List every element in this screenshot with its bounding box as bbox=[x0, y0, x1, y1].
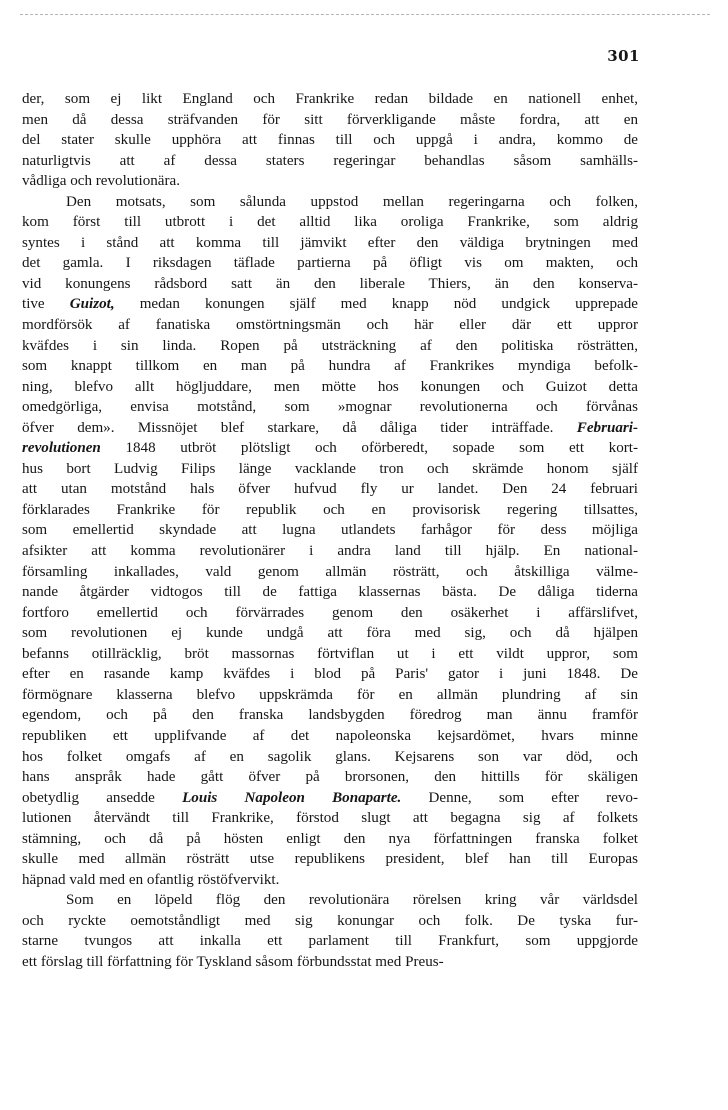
text-run: syntes i stånd att komma till jämvikt efter den väldiga brytningen med bbox=[22, 234, 638, 251]
text-line bbox=[22, 377, 638, 398]
text-run: förmögnare klasserna blefvo uppskrämda för en allmän plundring af sin bbox=[22, 686, 638, 703]
text-line bbox=[22, 459, 638, 480]
top-rule bbox=[20, 14, 710, 15]
text-line bbox=[22, 931, 638, 952]
text-line bbox=[22, 685, 638, 706]
text-line bbox=[22, 479, 638, 500]
text-run: häpnad vald med en ofantlig röstöfvervikt. bbox=[22, 871, 280, 888]
text-line bbox=[22, 315, 638, 336]
text-line bbox=[22, 274, 638, 295]
text-line bbox=[22, 438, 638, 459]
text-run: befanns otillräcklig, bröt massornas förtviflan ut i ett vildt uppror, som bbox=[22, 645, 638, 662]
text-run: hans anspråk hade gått öfver på brorsonen, den hittills för skäligen bbox=[22, 769, 638, 786]
text-run: att utan motstånd hals öfver hufvud fly ur landet. Den 24 februari bbox=[22, 481, 638, 498]
text-run: som knappt tillkom en man på hundra af Frankrikes myndiga befolk- bbox=[22, 358, 638, 375]
text-run: der, som ej likt England och Frankrike redan bildade en nationell enhet, bbox=[22, 91, 638, 107]
text-run: mordförsök af fanatiska omstörtningsmän och här eller där ett uppror bbox=[22, 317, 638, 334]
body-text bbox=[22, 89, 638, 973]
text-run: obetydlig ansedde bbox=[22, 789, 183, 806]
text-line bbox=[22, 562, 638, 583]
text-line bbox=[22, 520, 638, 541]
text-run: kom först till utbrott i det alltid lika oroliga Frankrike, som aldrig bbox=[22, 214, 638, 231]
text-line bbox=[22, 705, 638, 726]
text-line bbox=[22, 151, 638, 172]
text-line bbox=[22, 418, 638, 439]
text-run: del stater skulle upphöra att finnas till och uppgå i andra, kommo de bbox=[22, 132, 638, 149]
text-run: 1848 utbröt plötsligt och oförberedt, sopade som ett kort- bbox=[100, 440, 638, 457]
text-run: ett förslag till författning för Tyskland såsom förbundsstat med Preus- bbox=[22, 953, 444, 970]
text-line bbox=[22, 253, 638, 274]
text-line bbox=[22, 870, 638, 891]
text-line bbox=[22, 130, 638, 151]
text-line bbox=[22, 336, 638, 357]
text-line bbox=[22, 356, 638, 377]
text-line bbox=[22, 397, 638, 418]
text-run: vådliga och revolutionära. bbox=[22, 173, 181, 190]
text-run: nande åtgärder vidtogos till de fattiga klassernas bästa. De dåliga tiderna bbox=[22, 584, 638, 601]
text-line bbox=[22, 500, 638, 521]
italic-run: Guizot, bbox=[69, 296, 115, 313]
text-run: naturligtvis att af dessa staters regeringar behandlas såsom samhälls- bbox=[22, 152, 638, 169]
text-line bbox=[22, 788, 638, 809]
text-run: ning, blefvo allt högljuddare, men mötte hos konungen och Guizot detta bbox=[22, 378, 638, 395]
text-line bbox=[22, 747, 638, 768]
text-line bbox=[22, 767, 638, 788]
text-run: efter en rasande kamp kväfdes i blod på Paris' gator i juni 1848. De bbox=[22, 666, 638, 683]
text-line bbox=[22, 726, 638, 747]
italic-run: Louis Napoleon Bonaparte. bbox=[182, 789, 402, 806]
text-run: hos folket omgafs af en sagolik glans. Kejsarens son var död, och bbox=[22, 748, 638, 765]
text-line bbox=[22, 623, 638, 644]
text-run: lutionen återvändt till Frankrike, förstod slugt att begagna sig af folkets bbox=[22, 810, 638, 827]
text-line bbox=[22, 541, 638, 562]
text-run: hus bort Ludvig Filips länge vacklande tron och skrämde honom själf bbox=[22, 460, 638, 477]
text-run: omedgörliga, envisa motstånd, som »mognar revolutionerna och förvånas bbox=[22, 399, 638, 416]
text-run: Som en löpeld flög den revolutionära rörelsen kring vår världsdel bbox=[66, 892, 638, 909]
text-run: starne tvungos att inkalla ett parlament till Frankfurt, som uppgjorde bbox=[22, 933, 638, 950]
text-run: egendom, och på den franska landsbygden föredrog man ännu framför bbox=[22, 707, 638, 724]
text-run: skulle med allmän rösträtt utse republikens president, blef han till Europas bbox=[22, 851, 638, 868]
text-run: förklarades Frankrike för republik och en provisorisk regering tillsattes, bbox=[22, 501, 638, 518]
text-run: kväfdes i sin linda. Ropen på utsträckning af den politiska rösträtten, bbox=[22, 337, 638, 354]
text-run: och ryckte oemotståndligt med sig konungar och folk. De tyska fur- bbox=[22, 912, 638, 929]
text-line bbox=[22, 212, 638, 233]
text-run: Den motsats, som sålunda uppstod mellan regeringarna och folken, bbox=[66, 193, 638, 210]
text-line bbox=[22, 294, 638, 315]
text-run: stämning, och då på hösten enligt den nya författningen franska folket bbox=[22, 830, 638, 847]
text-line bbox=[22, 829, 638, 850]
text-line bbox=[22, 644, 638, 665]
text-line bbox=[22, 603, 638, 624]
text-run: medan konungen själf med knapp nöd undgick upprepade bbox=[114, 296, 638, 313]
page-number: 301 bbox=[607, 47, 640, 65]
text-line bbox=[22, 582, 638, 603]
text-line bbox=[22, 890, 638, 911]
text-run: församling inkallades, vald genom allmän rösträtt, och åtskilliga välme- bbox=[22, 563, 638, 580]
text-line bbox=[22, 110, 638, 131]
text-run: republiken ett upplifvande af det napoleonska kejsardömet, hvars minne bbox=[22, 727, 638, 744]
text-line bbox=[22, 952, 638, 973]
text-line bbox=[22, 664, 638, 685]
text-run: tive bbox=[22, 296, 70, 313]
text-line bbox=[22, 171, 638, 192]
text-run: men då dessa sträfvanden för sitt förverkligande måste fordra, att en bbox=[22, 111, 638, 128]
text-run: det gamla. I riksdagen täflade partierna på öfligt vis om makten, och bbox=[22, 255, 638, 272]
text-line bbox=[22, 808, 638, 829]
text-run: som revolutionen ej kunde undgå att föra med sig, och då hjälpen bbox=[22, 625, 638, 642]
text-run: vid konungens rådsbord satt än den liberale Thiers, än den konserva- bbox=[22, 275, 638, 292]
text-run: afsikter att komma revolutionärer i andra land till hjälp. En national- bbox=[22, 543, 638, 560]
italic-run: revolutionen bbox=[22, 440, 101, 457]
text-line bbox=[22, 849, 638, 870]
text-run: som emellertid skyndade att lugna utlandets farhågor för dess möjliga bbox=[22, 522, 638, 539]
text-line bbox=[22, 233, 638, 254]
text-run: Denne, som efter revo- bbox=[401, 789, 638, 806]
text-line bbox=[22, 911, 638, 932]
text-line bbox=[22, 89, 638, 110]
text-run: öfver dem». Missnöjet blef starkare, då dåliga tider inträffade. bbox=[22, 419, 577, 436]
text-line bbox=[22, 192, 638, 213]
italic-run: Februari- bbox=[576, 419, 638, 436]
text-run: fortforo emellertid och förvärrades genom den osäkerhet i affärslifvet, bbox=[22, 604, 638, 621]
